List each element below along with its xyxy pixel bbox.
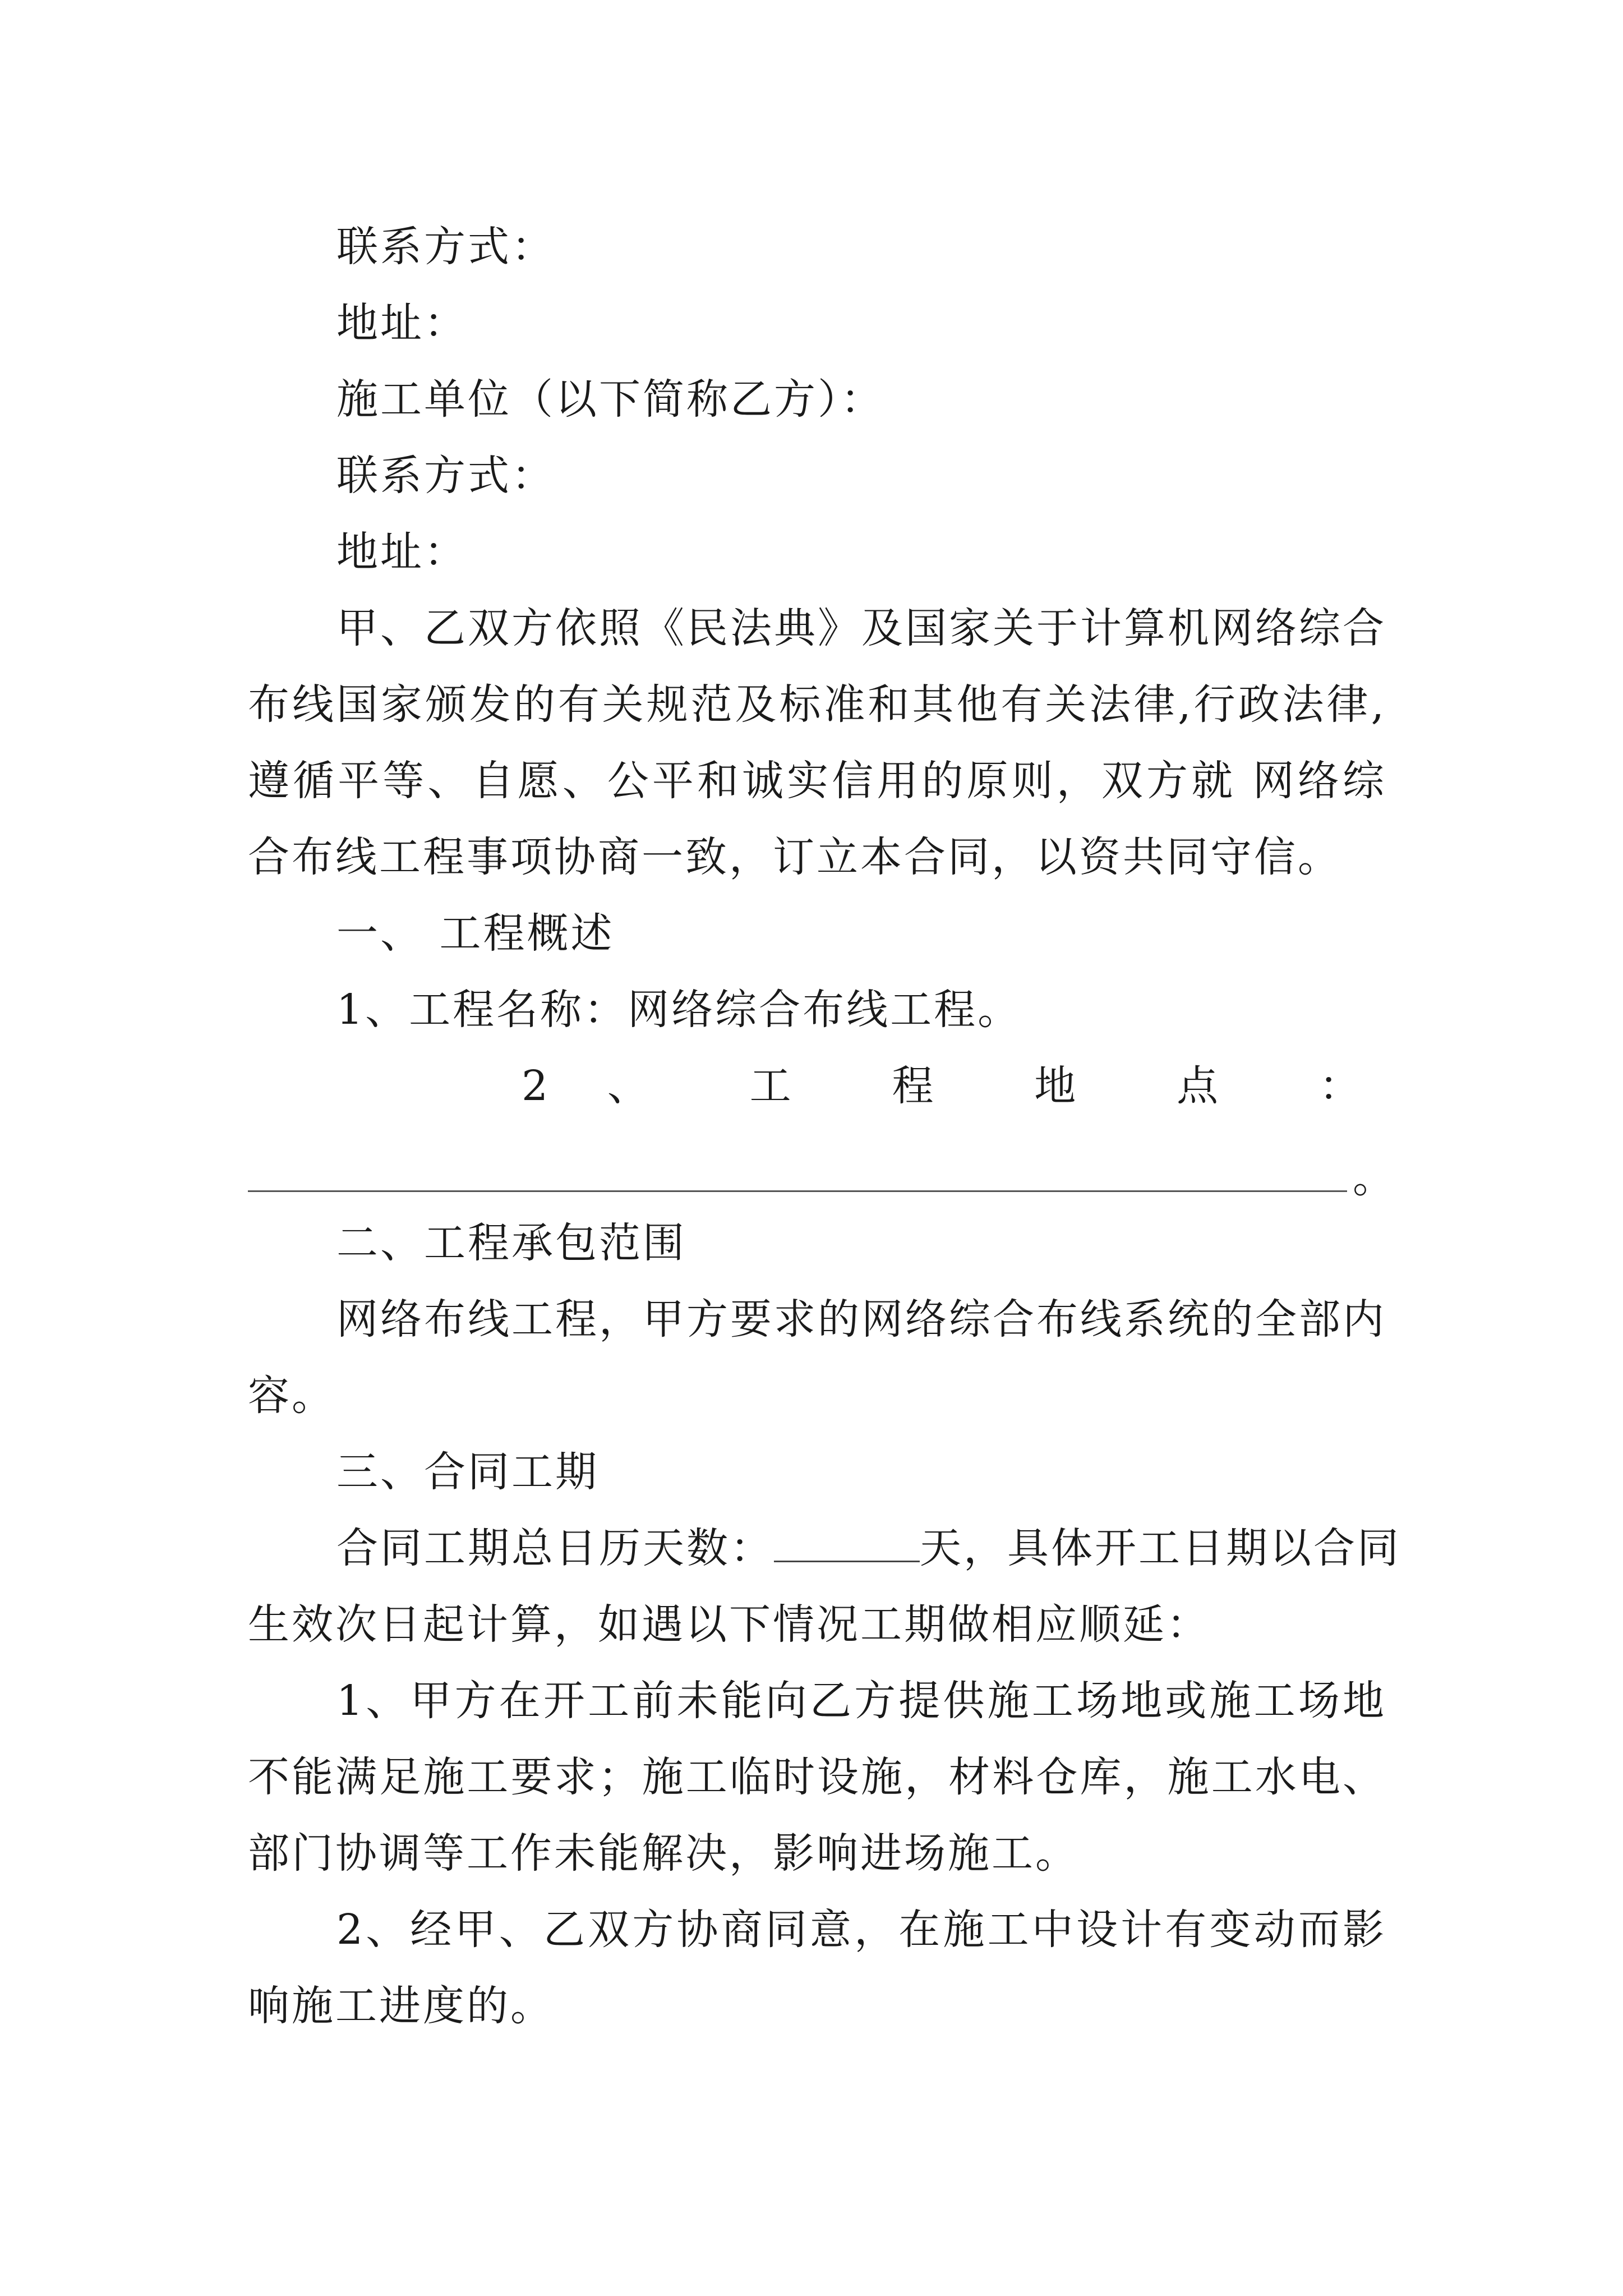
preamble-line-3: 遵循平等、自愿、公平和诚实信用的原则，双方就 网络综 — [248, 757, 1386, 805]
address-label-party-a: 地址： — [336, 299, 468, 347]
clause-2-line-1: 2、经甲、乙双方协商同意，在施工中设计有变动而影 — [336, 1906, 1386, 1954]
section-heading-3: 三、合同工期 — [336, 1448, 599, 1496]
address-label-party-b: 地址： — [336, 528, 468, 576]
project-location-period: 。 — [1353, 1154, 1394, 1202]
project-name-line: 1、工程名称：网络综合布线工程。 — [336, 986, 1022, 1034]
clause-1-line-2: 不能满足施工要求；施工临时设施，材料仓库，施工水电、 — [248, 1753, 1386, 1801]
clause-1-line-1: 1、甲方在开工前未能向乙方提供施工场地或施工场地 — [336, 1677, 1386, 1725]
contact-label-party-a: 联系方式： — [336, 223, 555, 271]
section-heading-2: 二、工程承包范围 — [336, 1219, 686, 1267]
duration-line-2: 生效次日起计算，如遇以下情况工期做相应顺延： — [248, 1600, 1210, 1649]
section-heading-1: 一、 工程概述 — [336, 909, 615, 958]
scope-line-1: 网络布线工程，甲方要求的网络综合布线系统的全部内 — [336, 1295, 1386, 1343]
contact-label-party-b: 联系方式： — [336, 452, 555, 500]
clause-1-line-3: 部门协调等工作未能解决，影响进场施工。 — [248, 1829, 1079, 1878]
preamble-line-1: 甲、乙双方依照《民法典》及国家关于计算机网络综合 — [336, 604, 1386, 652]
duration-line-1 — [336, 1521, 1401, 1575]
duration-suffix: 天，具体开工日期以合同 — [920, 1524, 1401, 1572]
scope-line-2: 容。 — [248, 1372, 335, 1420]
clause-2-line-2: 响施工进度的。 — [248, 1982, 554, 2030]
project-location-blank — [248, 1190, 1347, 1192]
duration-prefix: 合同工期总日历天数： — [336, 1524, 774, 1572]
preamble-line-4: 合布线工程事项协商一致，订立本合同，以资共同守信。 — [248, 833, 1341, 881]
preamble-line-2: 布线国家颁发的有关规范及标准和其他有关法律,行政法律, — [248, 680, 1386, 729]
project-location-label: 2 、 工 程 地 点 ： — [522, 1062, 1363, 1110]
duration-days-blank — [774, 1521, 920, 1562]
construction-unit-label: 施工单位（以下简称乙方）： — [336, 375, 884, 424]
